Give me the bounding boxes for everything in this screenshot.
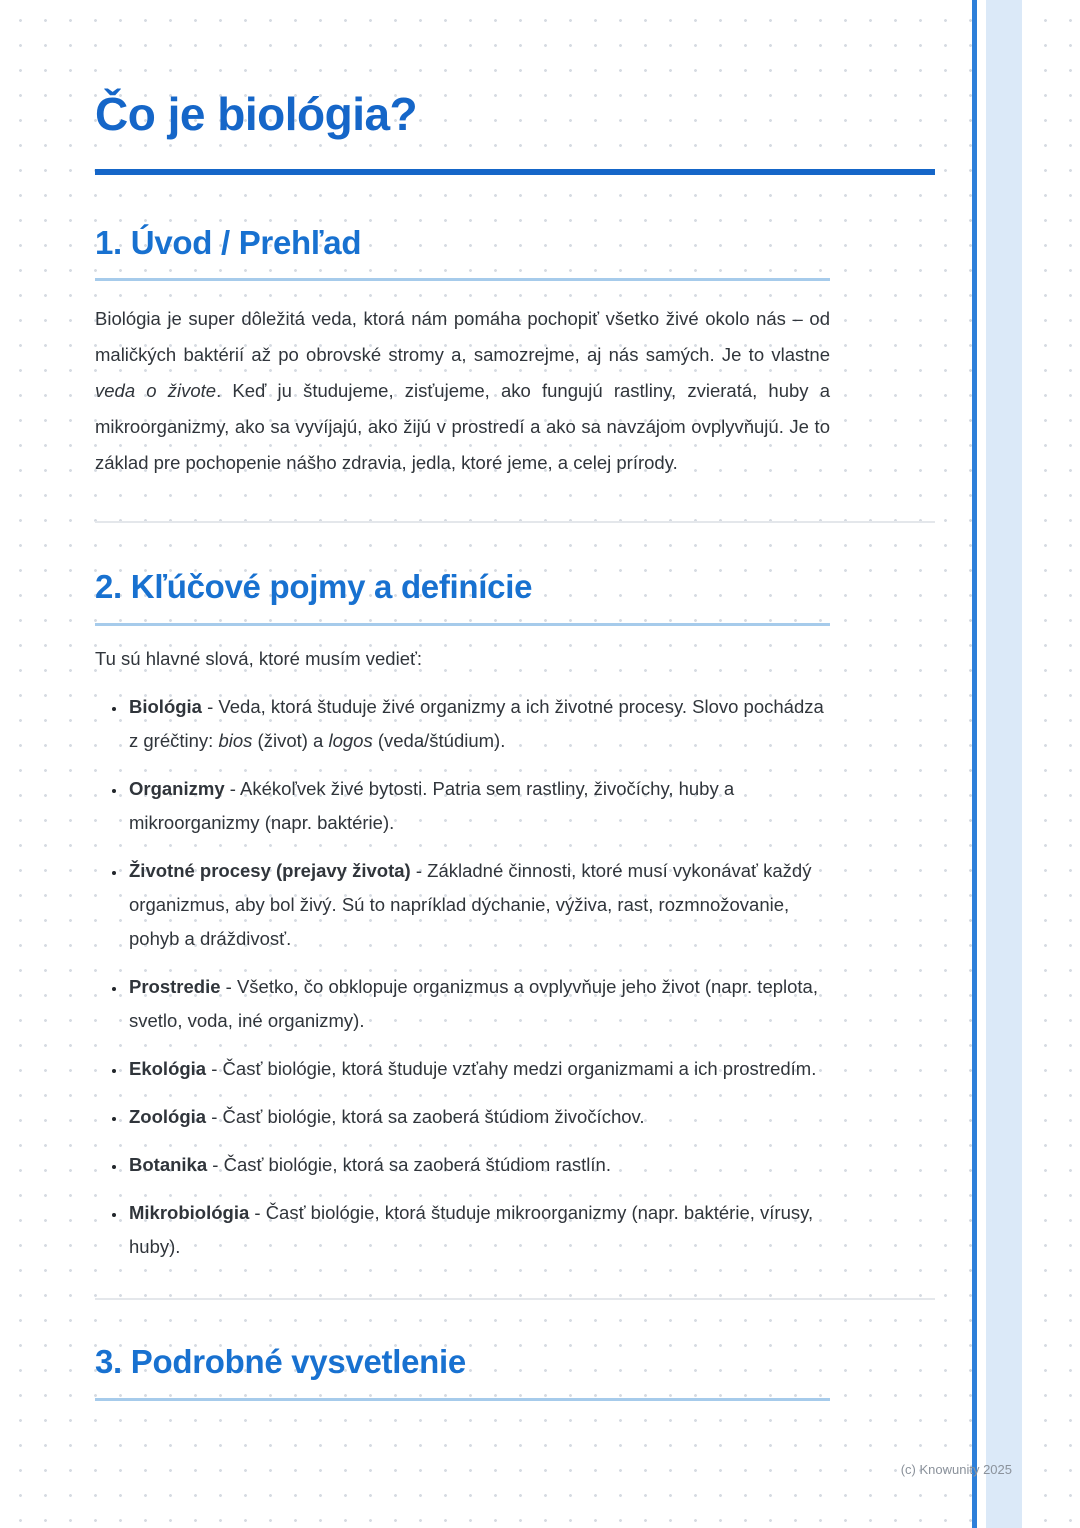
term-label: Organizmy: [129, 778, 225, 800]
term-label: Biológia: [129, 696, 202, 718]
term-label: Prostredie: [129, 976, 221, 998]
section-divider: [95, 521, 935, 523]
section-divider: [95, 1298, 935, 1300]
term-text-italic: logos: [328, 730, 373, 752]
list-item: [127, 1100, 830, 1134]
title-rule: [95, 169, 935, 175]
section-heading-key-terms: 2. Kľúčové pojmy a definície: [95, 568, 533, 606]
term-text: - Veda, ktorá študuje živé organizmy a ich životné procesy. Slovo pochádza z gréčtiny:: [129, 696, 824, 752]
section-heading-details: 3. Podrobné vysvetlenie: [95, 1343, 466, 1381]
term-text: - Základné činnosti, ktoré musí vykonávať každý organizmus, aby bol živý. Sú to napríklad dýchanie, výživa, rast, rozmnožovanie, pohyb a dráždivosť.: [129, 860, 812, 950]
page-edge-line: [972, 0, 977, 1528]
term-text: - Časť biológie, ktorá sa zaoberá štúdiom rastlín.: [207, 1154, 611, 1176]
term-text: - Všetko, čo obklopuje organizmus a ovplyvňuje jeho život (napr. teplota, svetlo, voda, iné organizmy).: [129, 976, 818, 1032]
list-item: [127, 690, 830, 758]
page-edge-band: [986, 0, 1022, 1528]
list-item: [127, 970, 830, 1038]
term-label: Ekológia: [129, 1058, 207, 1080]
list-item: [127, 1052, 830, 1086]
term-label: Životné procesy (prejavy života): [129, 860, 411, 882]
intro-paragraph-part1: Biológia je super dôležitá veda, ktorá nám pomáha pochopiť všetko živé okolo nás – od maličkých baktérií až po obrovské stromy a, samozrejme, aj nás samých. Je to vlastne: [95, 308, 830, 366]
term-text: (veda/štúdium).: [372, 730, 506, 752]
term-text-italic: bios: [218, 730, 253, 752]
section-rule-intro: [95, 278, 830, 281]
section-heading-intro: 1. Úvod / Prehľad: [95, 223, 362, 261]
list-item: [127, 854, 830, 956]
term-label: Botanika: [129, 1154, 208, 1176]
section-rule-details: [95, 1398, 830, 1401]
term-text: - Akékoľvek živé bytosti. Patria sem rastliny, živočíchy, huby a mikroorganizmy (napr. baktérie).: [129, 778, 735, 834]
page-title: Čo je biológia?: [95, 88, 418, 140]
intro-paragraph-italic: veda o živote: [95, 380, 217, 402]
key-terms-list: [95, 690, 830, 1264]
list-item: [127, 1148, 830, 1182]
list-item: [127, 1196, 830, 1264]
term-text: (život) a: [252, 730, 329, 752]
term-label: Mikrobiológia: [129, 1202, 250, 1224]
list-item: [127, 772, 830, 840]
copyright-credit: (c) Knowunity 2025: [900, 1462, 1012, 1477]
term-text: - Časť biológie, ktorá študuje vzťahy medzi organizmami a ich prostredím.: [206, 1058, 817, 1080]
intro-paragraph-part2: . Keď ju študujeme, zisťujeme, ako fungujú rastliny, zvieratá, huby a mikroorganizmy, ako sa vyvíjajú, ako žijú v prostredí a ako sa navzájom ovplyvňujú. Je to základ pre pochopenie nášho zdravia, jedla, ktoré jeme, a celej prírody.: [95, 380, 831, 474]
term-label: Zoológia: [129, 1106, 207, 1128]
intro-paragraph: [95, 301, 830, 481]
term-text: - Časť biológie, ktorá sa zaoberá štúdiom živočíchov.: [206, 1106, 645, 1128]
section-rule-key-terms: [95, 623, 830, 626]
key-terms-intro: Tu sú hlavné slová, ktoré musím vedieť:: [95, 648, 423, 670]
term-text: - Časť biológie, ktorá študuje mikroorganizmy (napr. baktérie, vírusy, huby).: [129, 1202, 814, 1258]
